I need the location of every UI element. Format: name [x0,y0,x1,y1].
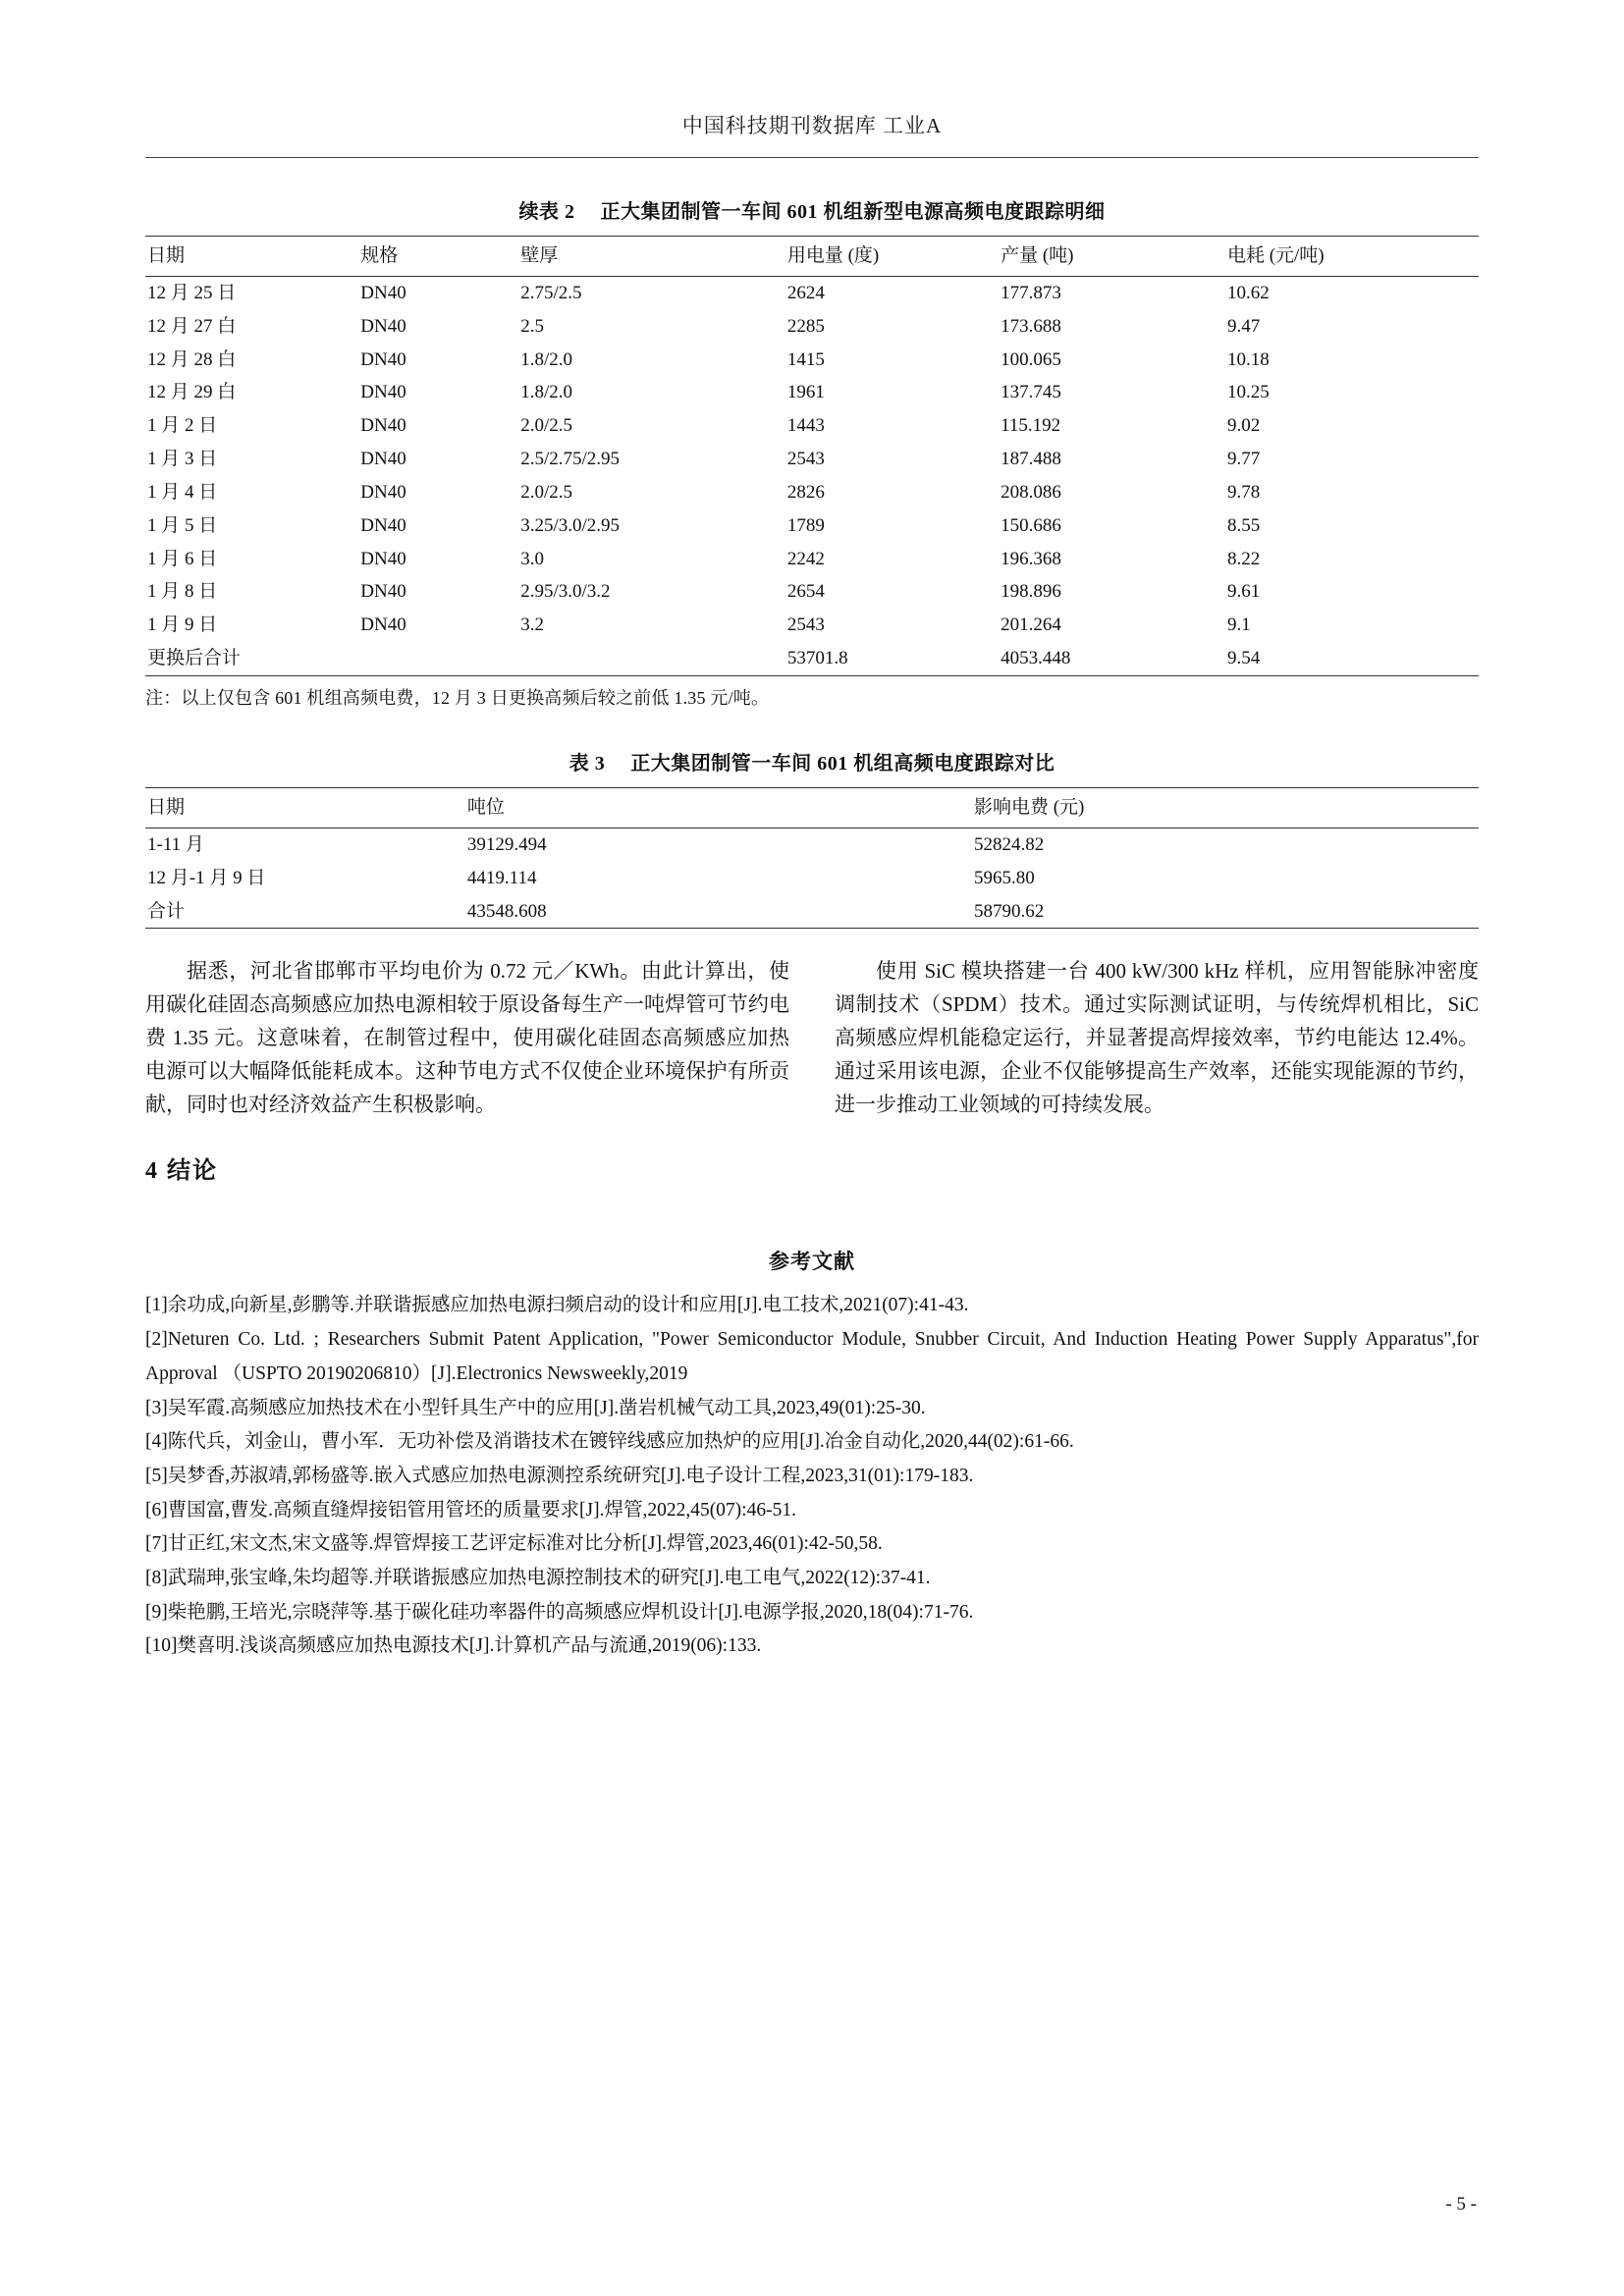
cell-consumption: 2826 [786,481,825,503]
table3-col-tonnage: 吨位 [465,787,972,828]
table-row [145,376,1479,409]
cell-consumption: 2242 [786,548,825,569]
table-row [145,509,1479,543]
cell-thickness: 2.5/2.75/2.95 [520,449,621,470]
cell-consumption: 1415 [786,348,825,370]
cell-output: 100.065 [1001,348,1061,370]
cell-date: 1 月 6 日 [147,548,218,569]
body-column-right [835,954,1479,1121]
table-row [145,828,1479,861]
cell-date: 12 月 29 白 [147,382,237,403]
table2-caption-number: 续表 2 [518,201,575,223]
table3-col-cost: 影响电费 (元) [972,787,1479,828]
cell-spec: DN40 [360,481,406,503]
cell-rate: 10.18 [1226,348,1270,370]
cell-spec: DN40 [360,548,406,569]
cell-consumption: 2543 [786,614,825,636]
table2-col-output: 产量 (吨) [999,237,1225,277]
cell-cost: 52824.82 [973,833,1045,855]
cell-output: 187.488 [1001,449,1061,470]
cell-rate: 8.55 [1226,514,1261,536]
cell-date: 1-11 月 [147,833,204,855]
reference-item: [10]樊喜明.浅谈高频感应加热电源技术[J].计算机产品与流通,2019(06):133. [145,1635,762,1657]
cell-thickness: 3.25/3.0/2.95 [520,514,621,536]
cell-date: 12 月 25 日 [147,282,237,303]
reference-item: [5]吴梦香,苏淑靖,郭杨盛等.嵌入式感应加热电源测控系统研究[J].电子设计工程,2023,31(01):179-183. [145,1465,974,1486]
table-row [145,862,1479,895]
cell-spec: DN40 [360,581,406,603]
cell-output: 173.688 [1001,315,1061,337]
table3-caption [145,747,1479,775]
cell-rate: 9.47 [1226,315,1261,337]
body-column-left [145,954,789,1121]
cell-spec [358,642,518,675]
cell-spec: DN40 [360,382,406,403]
cell-spec: DN40 [360,315,406,337]
cell-rate: 9.54 [1225,642,1479,675]
cell-thickness: 3.2 [520,614,544,636]
cell-consumption: 1443 [786,415,825,437]
table-row [145,476,1479,509]
cell-rate: 8.22 [1226,548,1261,569]
cell-output: 137.745 [1001,382,1061,403]
table2-caption-text: 正大集团制管一车间 601 机组新型电源高频电度跟踪明细 [600,201,1106,223]
table-row [145,344,1479,377]
cell-spec: DN40 [360,348,406,370]
table2-header-row [145,237,1479,277]
reference-item: [3]吴军霞.高频感应加热技术在小型钎具生产中的应用[J].凿岩机械气动工具,2023,49(01):25-30. [145,1397,926,1418]
table-row [145,276,1479,309]
reference-item: [6]曹国富,曹发.高频直缝焊接铝管用管坯的质量要求[J].焊管,2022,45(07):46-51. [145,1499,796,1521]
running-header [145,0,1479,158]
table2-col-date: 日期 [145,237,358,277]
table-601-hf-comparison [145,787,1479,929]
cell-thickness: 3.0 [520,548,544,569]
table-row [145,575,1479,609]
cell-consumption: 1961 [786,382,825,403]
cell-consumption: 2654 [786,581,825,603]
reference-item: [9]柴艳鹏,王培光,宗晓萍等.基于碳化硅功率器件的高频感应焊机设计[J].电源学报,2020,18(04):71-76. [145,1601,974,1623]
cell-cost: 58790.62 [972,895,1479,929]
table3-col-date: 日期 [145,787,465,828]
cell-thickness: 2.75/2.5 [520,282,582,303]
table3-caption-number: 表 3 [568,752,606,774]
cell-thickness: 2.0/2.5 [520,481,572,503]
cell-date: 1 月 2 日 [147,415,218,437]
cell-output: 201.264 [1001,614,1061,636]
cell-date: 12 月 28 白 [147,348,237,370]
cell-output: 198.896 [1001,581,1061,603]
cell-output: 4053.448 [999,642,1225,675]
reference-item: [1]余功成,向新星,彭鹏等.并联谐振感应加热电源扫频启动的设计和应用[J].电工技术,2021(07):41-43. [145,1295,969,1316]
cell-spec: DN40 [360,614,406,636]
cell-output: 150.686 [1001,514,1061,536]
table-row [145,609,1479,642]
table2-note: 注：以上仅包含 601 机组高频电费，12 月 3 日更换高频后较之前低 1.35 元/吨。 [145,687,770,708]
reference-item: [2]Neturen Co. Ltd. ; Researchers Submit Patent Application, "Power Semiconductor Module, Snubber Circuit, And Induction Heating Power Supply Apparatus",for Approval （USPTO 20190206810）[J].Electronics Newsweekly,2019 [145,1329,1479,1384]
header-divider [145,157,1479,158]
section-heading-conclusion: 4 结论 [145,1158,218,1185]
table-row-total [145,895,1479,929]
cell-date: 1 月 4 日 [147,481,218,503]
cell-output: 208.086 [1001,481,1061,503]
cell-spec: DN40 [360,514,406,536]
cell-thickness: 2.95/3.0/3.2 [520,581,611,603]
cell-consumption: 53701.8 [785,642,999,675]
cell-rate: 9.61 [1226,581,1261,603]
cell-output: 115.192 [1001,415,1061,437]
cell-consumption: 1789 [786,514,825,536]
running-header-text: 中国科技期刊数据库 工业A [681,114,943,137]
cell-thickness: 2.0/2.5 [520,415,572,437]
table-row [145,543,1479,576]
cell-rate: 9.78 [1226,481,1261,503]
cell-thickness: 1.8/2.0 [520,382,572,403]
paragraph-left: 据悉，河北省邯郸市平均电价为 0.72 元／KWh。由此计算出，使用碳化硅固态高频感应加热电源相较于原设备每生产一吨焊管可节约电费 1.35 元。这意味着，在制管过程中，使用碳化硅固态高频感应加热电源可以大幅降低能耗成本。这种节电方式不仅使企业环境保护有所贡献，同时也对经济效益产生积极影响。 [145,959,789,1117]
cell-rate: 9.77 [1226,449,1261,470]
table2-col-spec: 规格 [358,237,518,277]
table2-col-rate: 电耗 (元/吨) [1225,237,1479,277]
table2-col-thickness: 壁厚 [518,237,785,277]
table2-caption [145,195,1479,224]
table3-header-row [145,787,1479,828]
table-row-total [145,642,1479,675]
page-number: - 5 - [1445,2194,1477,2215]
cell-date: 12 月 27 白 [147,315,237,337]
cell-cost: 5965.80 [973,867,1035,888]
cell-date: 1 月 3 日 [147,449,218,470]
cell-consumption: 2543 [786,449,825,470]
reference-item: [7]甘正红,宋文杰,宋文盛等.焊管焊接工艺评定标准对比分析[J].焊管,2023,46(01):42-50,58. [145,1533,883,1555]
cell-output: 177.873 [1001,282,1061,303]
table-row [145,443,1479,476]
cell-date: 更换后合计 [145,642,358,675]
body-columns [145,954,1479,1121]
table2-col-consumption: 用电量 (度) [785,237,999,277]
cell-rate: 10.62 [1226,282,1270,303]
cell-tonnage: 39129.494 [466,833,547,855]
cell-rate: 9.02 [1226,415,1261,437]
cell-date: 12 月-1 月 9 日 [147,867,266,888]
cell-tonnage: 43548.608 [465,895,972,929]
paragraph-right: 使用 SiC 模块搭建一台 400 kW/300 kHz 样机，应用智能脉冲密度调制技术（SPDM）技术。通过实际测试证明，与传统焊机相比，SiC 高频感应焊机能稳定运行，并显著提高焊接效率，节约电能达 12.4%。通过采用该电源，企业不仅能够提高生产效率，还能实现能源的节约，进一步推动工业领域的可持续发展。 [835,959,1479,1117]
table-601-new-power-detail [145,236,1479,676]
cell-consumption: 2285 [786,315,825,337]
cell-consumption: 2624 [786,282,825,303]
cell-thickness: 2.5 [520,315,544,337]
cell-date: 1 月 9 日 [147,614,218,636]
cell-thickness: 1.8/2.0 [520,348,572,370]
cell-date: 1 月 5 日 [147,514,218,536]
table-row [145,409,1479,443]
reference-item: [4]陈代兵，刘金山，曹小军．无功补偿及消谐技术在镀锌线感应加热炉的应用[J].冶金自动化,2020,44(02):61-66. [145,1431,1074,1453]
cell-spec: DN40 [360,282,406,303]
cell-date: 1 月 8 日 [147,581,218,603]
reference-item: [8]武瑞珅,张宝峰,朱均超等.并联谐振感应加热电源控制技术的研究[J].电工电气,2022(12):37-41. [145,1568,931,1589]
cell-rate: 9.1 [1226,614,1251,636]
cell-thickness [518,642,785,675]
cell-rate: 10.25 [1226,382,1270,403]
cell-output: 196.368 [1001,548,1061,569]
cell-tonnage: 4419.114 [466,867,537,888]
table-row [145,310,1479,344]
table3-caption-text: 正大集团制管一车间 601 机组高频电度跟踪对比 [630,752,1056,774]
references-heading: 参考文献 [769,1250,855,1274]
cell-spec: DN40 [360,449,406,470]
cell-date: 合计 [145,895,465,929]
cell-spec: DN40 [360,415,406,437]
